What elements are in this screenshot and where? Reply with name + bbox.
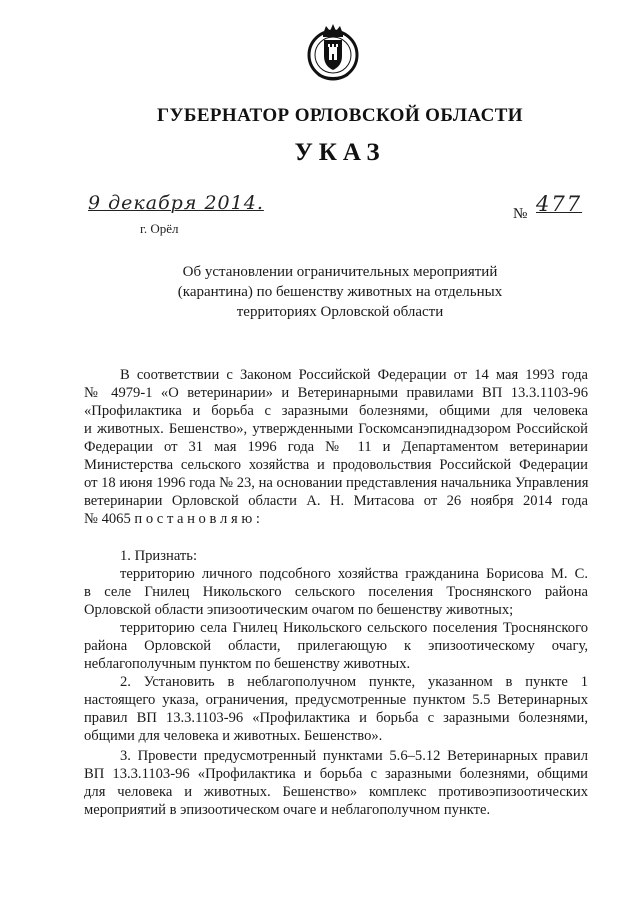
number-label: №	[513, 206, 528, 222]
body-text-line: для человека и животных. Бешенство» комплекс противоэпизоотических	[84, 784, 588, 800]
item-heading: 1. Признать:	[120, 548, 198, 564]
body-text-line: № 4979-1 «О ветеринарии» и Ветеринарными правилами ВП 13.3.1103-96	[84, 385, 588, 401]
body-text-line: от 18 июня 1996 года № 23, на основании представления начальника Управления	[84, 475, 589, 491]
subject-line: (карантина) по бешенству животных на отдельных	[177, 284, 503, 300]
body-text-line: Орловской области эпизоотическим очагом по бешенству животных;	[84, 602, 514, 618]
body-text-line: территорию села Гнилец Никольского сельского поселения Троснянского	[120, 620, 588, 636]
body-text-line: и животных. Бешенство», утвержденными Госкомсанэпиднадзором Российской	[84, 421, 588, 437]
body-text-line: «Профилактика и борьба с заразными болезнями, общими для человека	[84, 403, 588, 419]
document-type-title: УКАЗ	[294, 139, 386, 166]
handwritten-date: 9 декабря 2014.	[88, 192, 264, 214]
body-text-line: неблагополучным пунктом по бешенству животных.	[84, 656, 411, 672]
body-text-line: 3. Провести предусмотренный пунктами 5.6–5.12 Ветеринарных правил	[120, 748, 588, 764]
body-text-line: № 4065 п о с т а н о в л я ю :	[84, 511, 260, 527]
body-text-line: района Орловской области, прилегающую к эпизоотическому очагу,	[84, 638, 588, 654]
body-text-line: территорию личного подсобного хозяйства гражданина Борисова М. С.	[120, 566, 588, 582]
body-text-line: правил ВП 13.3.1103-96 «Профилактика и борьба с заразными болезнями,	[84, 710, 588, 726]
body-text-line: В соответствии с Законом Российской Федерации от 14 мая 1993 года	[120, 367, 588, 383]
issuing-authority: ГУБЕРНАТОР ОРЛОВСКОЙ ОБЛАСТИ	[157, 105, 523, 126]
handwritten-document-number: 477	[536, 192, 583, 216]
orel-region-coat-of-arms-icon	[302, 22, 364, 84]
body-text-line: общими для человека и животных. Бешенство».	[84, 728, 383, 744]
body-text-line: ветеринарии Орловской области А. Н. Митасова от 26 ноября 2014 года	[84, 493, 588, 509]
body-text-line: Федерации от 31 мая 1996 года № 11 и Департаментом ветеринарии	[84, 439, 588, 455]
body-text-line: настоящего указа, ограничения, предусмотренные пунктом 5.5 Ветеринарных	[84, 692, 588, 708]
body-text-line: мероприятий в эпизоотическом очаге и неблагополучном пункте.	[84, 802, 491, 818]
subject-line: территориях Орловской области	[236, 304, 444, 320]
subject-line: Об установлении ограничительных мероприятий	[182, 264, 498, 280]
body-text-line: 2. Установить в неблагополучном пункте, указанном в пункте 1	[120, 674, 588, 690]
body-text-line: в селе Гнилец Никольского сельского поселения Троснянского района	[84, 584, 588, 600]
place-of-issue: г. Орёл	[140, 221, 179, 236]
body-text-line: Министерства сельского хозяйства и продовольствия Российской Федерации	[84, 457, 588, 473]
body-text-line: ВП 13.3.1103-96 «Профилактика и борьба с заразными болезнями, общими	[84, 766, 588, 782]
